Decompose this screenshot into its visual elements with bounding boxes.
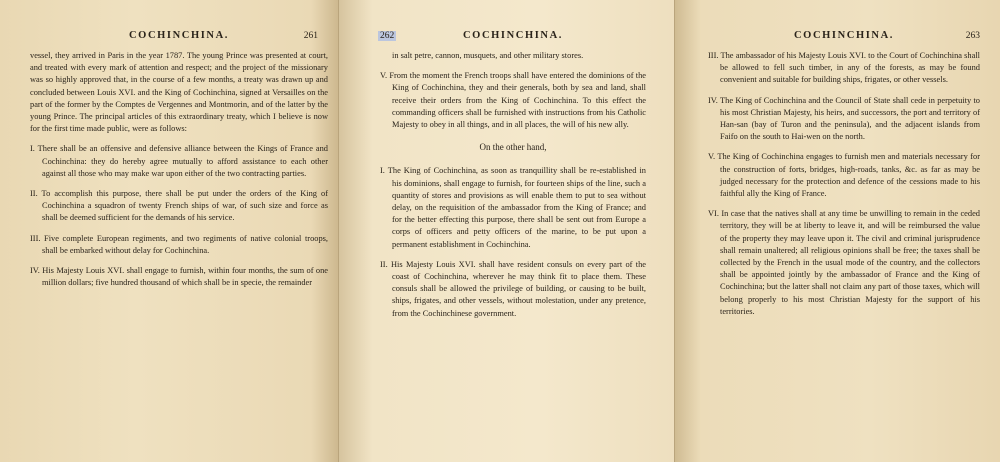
- treaty-article: I. The King of Cochinchina, as soon as tranquillity shall be re-established in his dominions, shall engage to furnish, for fourteen ships of the line, such a quantity of stores and provisions as will enable them to put to sea without delay, on the requisition of the ambassador from the King of France; and for the better effecting this purpose, there shall be sent out from Europe a corps of officers and petty officers of the marine, to be put upon a permanent establishment in Cochinchina.: [380, 166, 646, 249]
- running-title: COCHINCHINA.: [463, 30, 563, 41]
- body-paragraph: vessel, they arrived in Paris in the year 1787. The young Prince was presented at court, and treated with every mark of attention and respect; and the project of the missionary was so highly approved that, in the course of a few months, a treaty was drawn up and concluded between Louis XVI. and the King of Cochinchina, signed at Versailles on the part of the former by the Comptes de Vergennes and Montmorin, and of the latter by the young Prince. The principal articles of this extraordinary treaty, which I believe is now for the first time made public, were as follows:: [30, 51, 328, 134]
- running-title: COCHINCHINA.: [794, 30, 894, 41]
- treaty-article: IV. His Majesty Louis XVI. shall engage to furnish, within four months, the sum of one million dollars; five hundred thousand of which shall be in specie, the remainder: [30, 266, 328, 288]
- running-title: COCHINCHINA.: [129, 30, 229, 41]
- page-header: [30, 30, 328, 44]
- treaty-article: V. From the moment the French troops shall have entered the dominions of the King of Cochinchina, they and their generals, both by sea and land, shall receive their orders from the King of Cochinchina. To this effect the commanding officers shall be furnished with instructions from his Catholic Majesty to obey in all things, and in all places, the will of his new ally.: [380, 71, 646, 130]
- page-number: 262: [380, 31, 395, 41]
- treaty-article: II. His Majesty Louis XVI. shall have resident consuls on every part of the coast of Cochinchina, wherever he may think fit to place them. These consuls shall be allowed the privilege of building, or causing to be built, ships, frigates, and other vessels, without molestation, under any pretence, from the Cochinchinese government.: [380, 259, 646, 318]
- treaty-article: VI. In case that the natives shall at any time be unwilling to remain in the ceded territory, they will be at liberty to leave it, and will be reimbursed the value of the property they may leave upon it. The civil and criminal jurisprudence shall remain unaltered; all religious opinions shall be free; the taxes shall be collected by the French in the usual mode of the country, and the collectors shall be appointed jointly by the ambassador of France and the King of Cochinchina; but the latter shall not claim any part of those taxes, which will belong properly to his most Christian Majesty for the support of his territories.: [708, 209, 980, 316]
- treaty-article: III. The ambassador of his Majesty Louis XVI. to the Court of Cochinchina shall be allowed to fell such timber, in any of the forests, as may be found convenient and suitable for building ships, frigates, or other vessels.: [708, 51, 980, 85]
- page-header: [380, 30, 646, 44]
- page-header: [708, 30, 980, 44]
- page-number: 261: [303, 31, 318, 41]
- section-heading: On the other hand,: [479, 142, 547, 153]
- treaty-article: I. There shall be an offensive and defensive alliance between the Kings of France and Cochinchina: they do hereby agree mutually to afford assistance to each other against all those who may make war upon either of the two contracting parties.: [30, 144, 328, 178]
- treaty-article: II. To accomplish this purpose, there shall be put under the orders of the King of Cochinchina a squadron of twenty French ships of war, of such size and force as shall be deemed sufficient for the demands of his service.: [30, 189, 328, 223]
- treaty-article: III. Five complete European regiments, and two regiments of native colonial troops, shall be embarked without delay for Cochinchina.: [30, 233, 328, 255]
- page-left: [0, 0, 338, 462]
- page-middle: [338, 0, 675, 462]
- treaty-article: V. The King of Cochinchina engages to furnish men and materials necessary for the construction of forts, bridges, high-roads, tanks, &c. as far as may be judged necessary for the protection and defence of the cessions made to his faithful ally the King of France.: [708, 152, 980, 199]
- page-right: [675, 0, 1000, 462]
- body-paragraph: in salt petre, cannon, musquets, and other military stores.: [392, 51, 584, 60]
- page-number: 263: [965, 31, 980, 41]
- treaty-article: IV. The King of Cochinchina and the Council of State shall cede in perpetuity to his most Christian Majesty, his heirs, and successors, the port and territory of Han-san (bay of Turon and the peninsula), and the adjacent islands from Faifo on the south to Hai-wen on the north.: [708, 95, 980, 142]
